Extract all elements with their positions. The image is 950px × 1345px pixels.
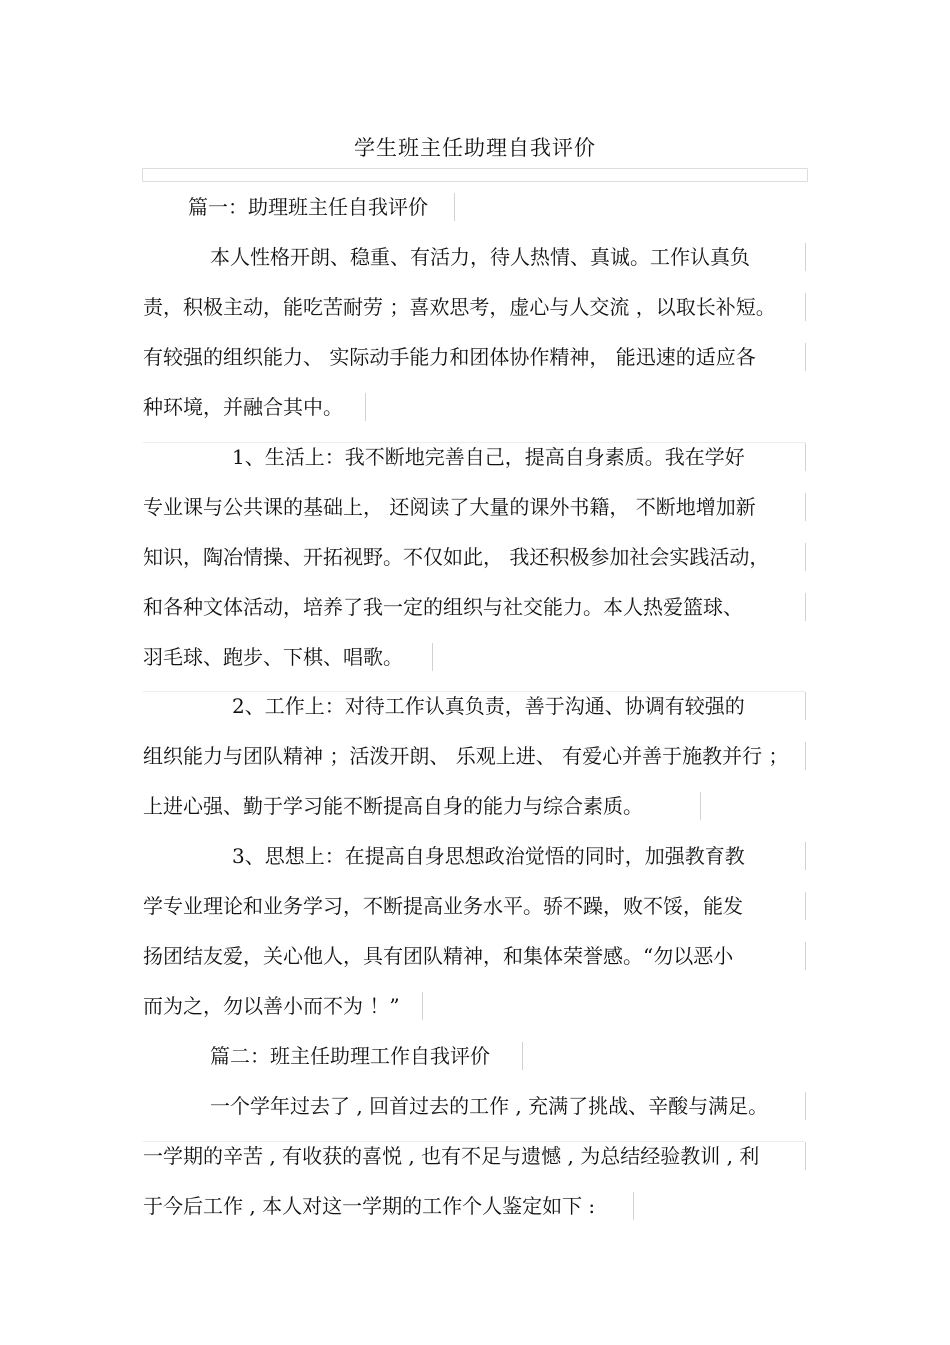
section-heading: 篇一：助理班主任自我评价 <box>188 195 428 219</box>
paragraph-line: 2、工作上：对待工作认真负责，善于沟通、协调有较强的 <box>232 694 745 718</box>
text-box-edge <box>365 393 366 421</box>
paragraph-line: 一学期的辛苦 , 有收获的喜悦 , 也有不足与遗憾 , 为总结经验教训 , 利 <box>143 1144 760 1168</box>
paragraph-line: 上进心强、勤于学习能不断提高自身的能力与综合素质。 <box>143 794 643 818</box>
text-box-edge <box>805 293 806 321</box>
paragraph-line: 专业课与公共课的基础上， 还阅读了大量的课外书籍， 不断地增加新 <box>143 495 756 519</box>
text-box-edge <box>805 1142 806 1170</box>
text-box-edge <box>454 193 455 221</box>
paragraph-line: 责，积极主动，能吃苦耐劳 ；喜欢思考，虚心与人交流 ，以取长补短。 <box>143 295 776 319</box>
paragraph-line: 种环境，并融合其中。 <box>143 395 343 419</box>
text-box-edge <box>805 343 806 371</box>
paragraph-line: 3、思想上：在提高自身思想政治觉悟的同时，加强教育教 <box>232 844 745 868</box>
paragraph-line: 于今后工作 , 本人对这一学期的工作个人鉴定如下 : <box>143 1194 596 1218</box>
paragraph-line: 本人性格开朗、稳重、有活力，待人热情、真诚。工作认真负 <box>210 245 750 269</box>
text-box-edge <box>633 1192 634 1220</box>
text-box-edge <box>805 1092 806 1120</box>
text-box-edge <box>805 842 806 870</box>
paragraph-line: 有较强的组织能力、 实际动手能力和团体协作精神， 能迅速的适应各 <box>143 345 756 369</box>
text-box-edge <box>805 892 806 920</box>
text-box-edge <box>805 742 806 770</box>
paragraph-line: 和各种文体活动，培养了我一定的组织与社交能力。本人热爱篮球、 <box>143 595 743 619</box>
page-title: 学生班主任助理自我评价 <box>354 136 596 160</box>
text-box-edge <box>700 792 701 820</box>
text-box-edge <box>805 493 806 521</box>
title-underline-box <box>142 168 808 182</box>
text-box-edge <box>805 443 806 471</box>
paragraph-line: 1、生活上：我不断地完善自己，提高自身素质。我在学好 <box>232 445 745 469</box>
paragraph-line: 羽毛球、跑步、下棋、唱歌。 <box>143 645 403 669</box>
text-box-edge <box>522 1042 523 1070</box>
paragraph-line: 一个学年过去了 , 回首过去的工作 , 充满了挑战、辛酸与满足。 <box>210 1094 769 1118</box>
text-box-edge <box>805 692 806 720</box>
paragraph-line: 扬团结友爱，关心他人，具有团队精神，和集体荣誉感。“勿以恶小 <box>143 944 734 968</box>
text-box-edge <box>805 942 806 970</box>
paragraph-line: 学专业理论和业务学习，不断提高业务水平。骄不躁，败不馁，能发 <box>143 894 743 918</box>
text-box-edge <box>805 593 806 621</box>
text-box-edge <box>805 543 806 571</box>
text-box-edge <box>422 992 423 1020</box>
text-box-edge <box>432 643 433 671</box>
paragraph-line: 而为之，勿以善小而不为 ！” <box>143 994 400 1018</box>
section-heading: 篇二：班主任助理工作自我评价 <box>210 1044 490 1068</box>
paragraph-line: 知识，陶冶情操、开拓视野。不仅如此， 我还积极参加社会实践活动， <box>143 545 770 569</box>
text-box-edge <box>805 243 806 271</box>
paragraph-line: 组织能力与团队精神 ；活泼开朗、 乐观上进、 有爱心并善于施教并行 ； <box>143 744 789 768</box>
